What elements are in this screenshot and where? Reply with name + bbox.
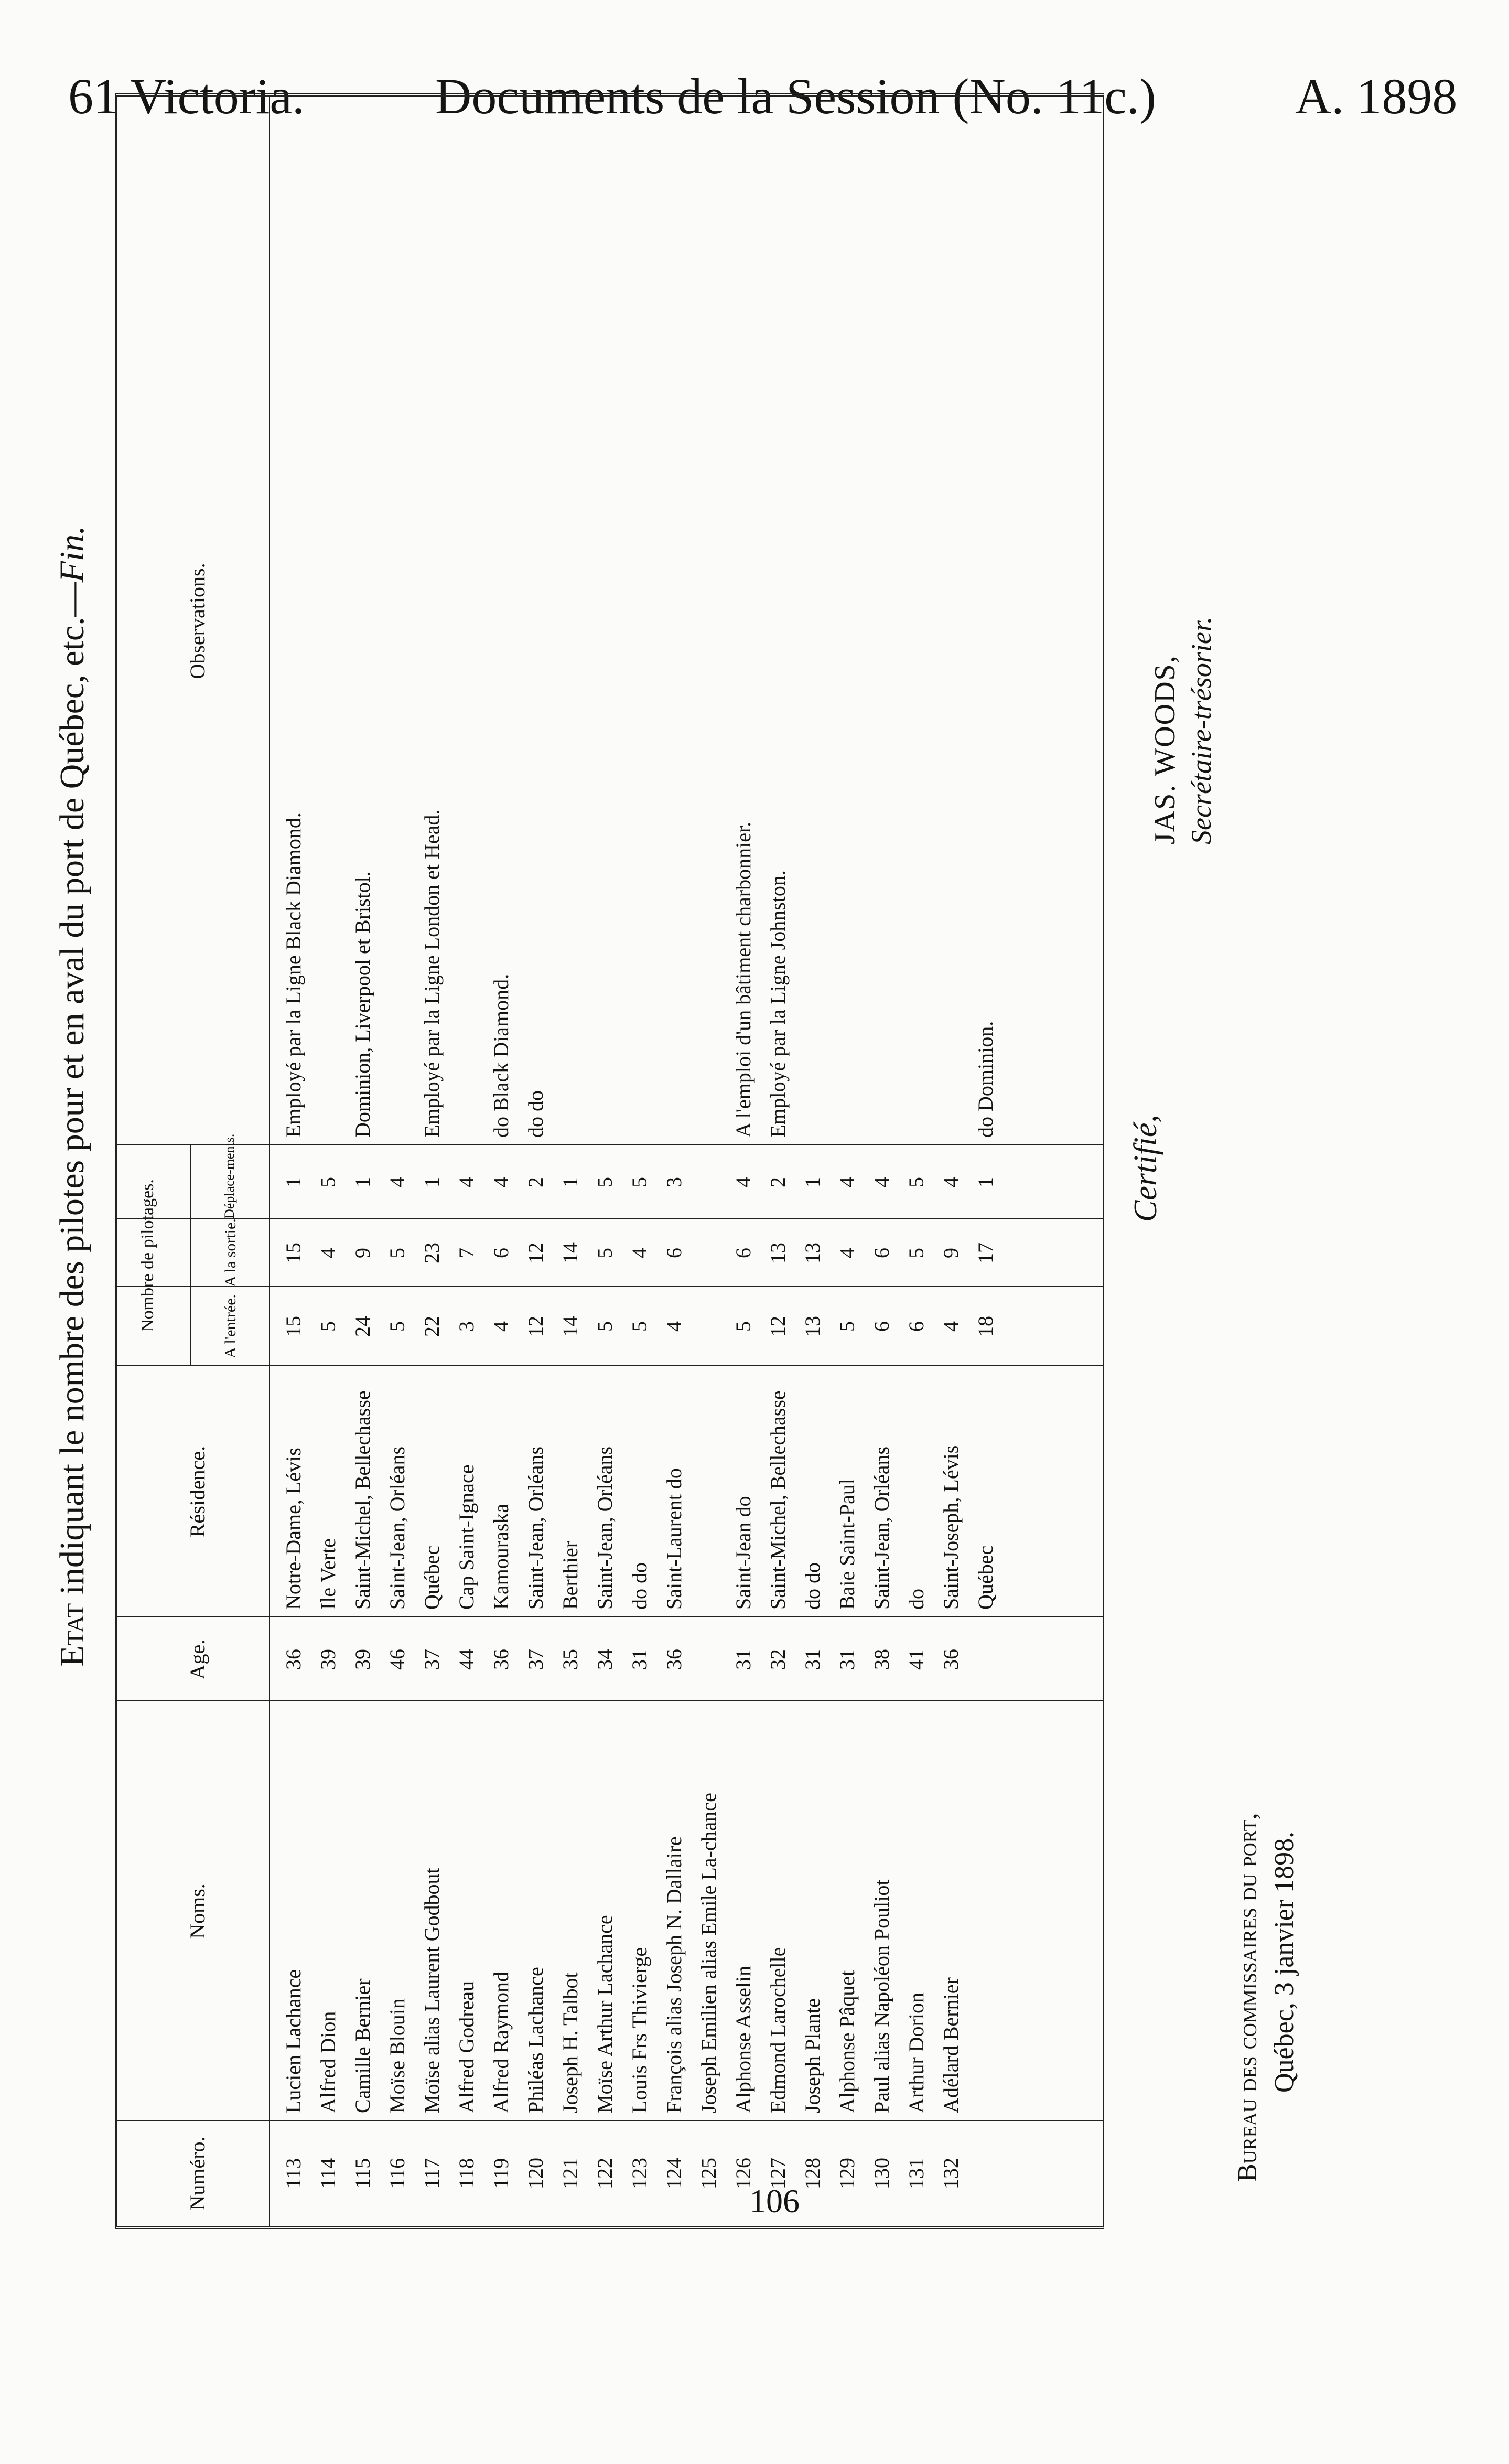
- cell-residence: do: [904, 1589, 928, 1610]
- cell-nom: Camille Bernier: [351, 1978, 374, 2113]
- cell-nom: Moïse Arthur Lachance: [593, 1915, 617, 2113]
- cell-deplacements: 2: [766, 1177, 790, 1187]
- cell-entree: 12: [524, 1316, 547, 1337]
- cell-numero: 127: [766, 2158, 790, 2189]
- cell-residence: Saint-Jean, Orléans: [385, 1446, 409, 1610]
- cell-nom: Alphonse Asselin: [731, 1965, 755, 2113]
- cell-observations: A l'emploi d'un bâtiment charbonnier.: [731, 821, 755, 1138]
- col-head-sortie: A la sortie.: [222, 1218, 239, 1287]
- cell-residence: Saint-Michel, Bellechasse: [351, 1390, 374, 1610]
- cell-nom: Alfred Dion: [316, 2011, 340, 2113]
- cell-observations: do do: [524, 1090, 547, 1138]
- cell-numero: 125: [697, 2158, 720, 2189]
- cell-entree: 3: [455, 1321, 478, 1332]
- cell-nom: Adélard Bernier: [939, 1977, 963, 2113]
- cell-sortie: 6: [870, 1248, 893, 1258]
- cell-sortie: 6: [731, 1248, 755, 1258]
- cell-age: 31: [628, 1649, 651, 1670]
- col-head-entree: A l'entrée.: [222, 1294, 239, 1359]
- cell-sortie: 9: [939, 1248, 963, 1258]
- cell-sortie: 7: [455, 1248, 478, 1258]
- cell-sortie: 4: [628, 1248, 651, 1258]
- col-divider: [117, 1616, 1103, 1617]
- cell-sortie: 9: [351, 1248, 374, 1258]
- cell-nom: François alias Joseph N. Dallaire: [662, 1836, 686, 2113]
- col-head-age: Age.: [186, 1639, 209, 1680]
- table-title: [52, 100, 105, 2093]
- cell-residence: do do: [628, 1562, 651, 1610]
- cell-entree: 5: [731, 1321, 755, 1332]
- header-session: 61 Victoria.: [68, 68, 305, 124]
- cell-residence: Notre-Dame, Lévis: [282, 1448, 305, 1610]
- cell-entree: 6: [904, 1321, 928, 1332]
- cell-deplacements: 5: [316, 1177, 340, 1187]
- cell-residence: Kamouraska: [489, 1503, 513, 1610]
- cell-age: 36: [662, 1649, 686, 1670]
- cell-entree: 4: [489, 1321, 513, 1332]
- cell-residence: Québec: [974, 1545, 997, 1610]
- col-divider: [117, 1365, 1103, 1366]
- cell-sortie: 6: [662, 1248, 686, 1258]
- cell-residence: Berthier: [558, 1540, 582, 1610]
- group-divider: [190, 1145, 191, 1366]
- cell-age: 39: [316, 1649, 340, 1670]
- cell-numero: 122: [593, 2158, 617, 2189]
- cell-entree: 5: [628, 1321, 651, 1332]
- cell-deplacements: 4: [939, 1177, 963, 1187]
- cell-numero: 124: [662, 2158, 686, 2189]
- col-head-observations: Observations.: [186, 563, 209, 679]
- cell-nom: Alfred Raymond: [489, 1972, 513, 2113]
- cell-deplacements: 3: [662, 1177, 686, 1187]
- cell-age: 36: [489, 1649, 513, 1670]
- col-divider: [117, 1218, 1103, 1219]
- header-documents: Documents de la Session (No. 11c.): [435, 68, 1156, 124]
- cell-entree: 5: [316, 1321, 340, 1332]
- cell-deplacements: 2: [524, 1177, 547, 1187]
- cell-age: 32: [766, 1649, 790, 1670]
- cell-observations: do Dominion.: [974, 1021, 997, 1138]
- cell-age: 36: [939, 1649, 963, 1670]
- cell-observations: do Black Diamond.: [489, 973, 513, 1138]
- col-divider: [117, 1286, 1103, 1287]
- cell-numero: 118: [455, 2158, 478, 2189]
- cell-deplacements: 1: [974, 1177, 997, 1187]
- cell-sortie: 15: [282, 1242, 305, 1263]
- cell-sortie: 14: [558, 1242, 582, 1263]
- cell-age: 31: [801, 1649, 824, 1670]
- cell-entree: 22: [420, 1316, 444, 1337]
- cell-age: 34: [593, 1649, 617, 1670]
- header-year: A. 1898: [1295, 68, 1458, 124]
- cell-residence: Québec: [420, 1545, 444, 1610]
- cell-numero: 113: [282, 2158, 305, 2189]
- cell-numero: 131: [904, 2158, 928, 2189]
- cell-age: 35: [558, 1649, 582, 1670]
- signature-title: Secrétaire-trésorier.: [1185, 616, 1217, 844]
- cell-observations: Employé par la Ligne Black Diamond.: [282, 812, 305, 1138]
- col-divider: [117, 2120, 1103, 2121]
- cell-age: 37: [524, 1649, 547, 1670]
- col-head-nombre: Nombre de pilotages.: [138, 1179, 157, 1332]
- cell-residence: Saint-Jean do: [731, 1496, 755, 1610]
- cell-deplacements: 4: [489, 1177, 513, 1187]
- cell-nom: Joseph Emilien alias Emile La-chance: [697, 1793, 720, 2113]
- col-head-noms: Noms.: [186, 1883, 209, 1939]
- cell-age: 39: [351, 1649, 374, 1670]
- cell-deplacements: 1: [801, 1177, 824, 1187]
- col-head-residence: Résidence.: [186, 1445, 209, 1538]
- cell-numero: 114: [316, 2158, 340, 2189]
- cell-sortie: 4: [835, 1248, 859, 1258]
- title-main: indiquant le nombre des pilotes pour et en aval du port de Québec, etc.—: [53, 582, 91, 1603]
- header-divider: [269, 97, 270, 2226]
- col-head-deplacements: Déplace-ments.: [222, 1133, 237, 1219]
- cell-observations: Dominion, Liverpool et Bristol.: [351, 871, 374, 1138]
- cell-deplacements: 1: [282, 1177, 305, 1187]
- cell-sortie: 13: [801, 1242, 824, 1263]
- cell-entree: 14: [558, 1316, 582, 1337]
- cell-numero: 128: [801, 2158, 824, 2189]
- cell-residence: Saint-Joseph, Lévis: [939, 1445, 963, 1610]
- cell-entree: 5: [835, 1321, 859, 1332]
- cell-sortie: 17: [974, 1242, 997, 1263]
- col-divider: [117, 1144, 1103, 1145]
- cell-numero: 121: [558, 2158, 582, 2189]
- cell-deplacements: 4: [731, 1177, 755, 1187]
- cell-residence: Saint-Laurent do: [662, 1468, 686, 1610]
- cell-age: 46: [385, 1649, 409, 1670]
- title-lead: Etat: [53, 1603, 91, 1667]
- cell-residence: Saint-Jean, Orléans: [593, 1446, 617, 1610]
- cell-entree: 18: [974, 1316, 997, 1337]
- cell-entree: 6: [870, 1321, 893, 1332]
- cell-nom: Philéas Lachance: [524, 1967, 547, 2113]
- cell-nom: Alfred Godreau: [455, 1980, 478, 2113]
- cell-age: 36: [282, 1649, 305, 1670]
- cell-residence: Cap Saint-Ignace: [455, 1464, 478, 1610]
- cell-residence: Ile Verte: [316, 1538, 340, 1610]
- cell-nom: Louis Frs Thivierge: [628, 1947, 651, 2113]
- cell-numero: 120: [524, 2158, 547, 2189]
- cell-nom: Moïse Blouin: [385, 1998, 409, 2113]
- cell-deplacements: 1: [558, 1177, 582, 1187]
- bureau-line: Bureau des commissaires du port,: [1233, 1813, 1263, 2182]
- cell-sortie: 4: [316, 1248, 340, 1258]
- cell-nom: Joseph Plante: [801, 1998, 824, 2113]
- certifie-label: Certifié,: [1128, 1115, 1163, 1222]
- cell-numero: 116: [385, 2158, 409, 2189]
- cell-nom: Edmond Larochelle: [766, 1947, 790, 2113]
- cell-sortie: 13: [766, 1242, 790, 1263]
- cell-sortie: 5: [385, 1248, 409, 1258]
- cell-age: 31: [835, 1649, 859, 1670]
- cell-nom: Lucien Lachance: [282, 1969, 305, 2113]
- cell-sortie: 5: [593, 1248, 617, 1258]
- place-date: Québec, 3 janvier 1898.: [1269, 1831, 1299, 2093]
- cell-observations: Employé par la Ligne London et Head.: [420, 809, 444, 1138]
- cell-deplacements: 1: [351, 1177, 374, 1187]
- cell-age: 31: [731, 1649, 755, 1670]
- cell-residence: Saint-Michel, Bellechasse: [766, 1390, 790, 1610]
- cell-deplacements: 4: [870, 1177, 893, 1187]
- cell-nom: Arthur Dorion: [904, 1992, 928, 2113]
- cell-deplacements: 4: [385, 1177, 409, 1187]
- cell-age: 38: [870, 1649, 893, 1670]
- cell-deplacements: 5: [593, 1177, 617, 1187]
- cell-numero: 129: [835, 2158, 859, 2189]
- cell-entree: 5: [385, 1321, 409, 1332]
- cell-entree: 4: [662, 1321, 686, 1332]
- col-divider: [117, 1700, 1103, 1701]
- cell-entree: 5: [593, 1321, 617, 1332]
- cell-residence: do do: [801, 1562, 824, 1610]
- cell-sortie: 12: [524, 1242, 547, 1263]
- col-head-numero: Numéro.: [186, 2136, 209, 2211]
- cell-observations: Employé par la Ligne Johnston.: [766, 870, 790, 1138]
- cell-residence: Saint-Jean, Orléans: [524, 1446, 547, 1610]
- signature-name: JAS. WOODS,: [1149, 655, 1181, 844]
- cell-sortie: 6: [489, 1248, 513, 1258]
- cell-entree: 13: [801, 1316, 824, 1337]
- cell-numero: 126: [731, 2158, 755, 2189]
- cell-age: 37: [420, 1649, 444, 1670]
- cell-entree: 12: [766, 1316, 790, 1337]
- cell-deplacements: 1: [420, 1177, 444, 1187]
- pilots-table: [115, 93, 1104, 2229]
- page-number: 106: [749, 2182, 800, 2220]
- cell-entree: 4: [939, 1321, 963, 1332]
- cell-deplacements: 4: [455, 1177, 478, 1187]
- cell-age: 44: [455, 1649, 478, 1670]
- cell-sortie: 23: [420, 1242, 444, 1263]
- cell-numero: 132: [939, 2158, 963, 2189]
- cell-numero: 123: [628, 2158, 651, 2189]
- cell-residence: Baie Saint-Paul: [835, 1479, 859, 1610]
- cell-nom: Alphonse Pâquet: [835, 1970, 859, 2113]
- cell-deplacements: 4: [835, 1177, 859, 1187]
- cell-entree: 24: [351, 1316, 374, 1337]
- title-fin: Fin.: [53, 526, 91, 583]
- cell-nom: Joseph H. Talbot: [558, 1972, 582, 2113]
- cell-entree: 15: [282, 1316, 305, 1337]
- cell-deplacements: 5: [904, 1177, 928, 1187]
- cell-numero: 119: [489, 2158, 513, 2189]
- cell-numero: 115: [351, 2158, 374, 2189]
- rotated-page-body: [31, 63, 1479, 2250]
- cell-sortie: 5: [904, 1248, 928, 1258]
- cell-nom: Moïse alias Laurent Godbout: [420, 1868, 444, 2113]
- cell-residence: Saint-Jean, Orléans: [870, 1446, 893, 1610]
- cell-numero: 117: [420, 2158, 444, 2189]
- cell-age: 41: [904, 1649, 928, 1670]
- cell-numero: 130: [870, 2158, 893, 2189]
- cell-nom: Paul alias Napoléon Pouliot: [870, 1879, 893, 2113]
- cell-deplacements: 5: [628, 1177, 651, 1187]
